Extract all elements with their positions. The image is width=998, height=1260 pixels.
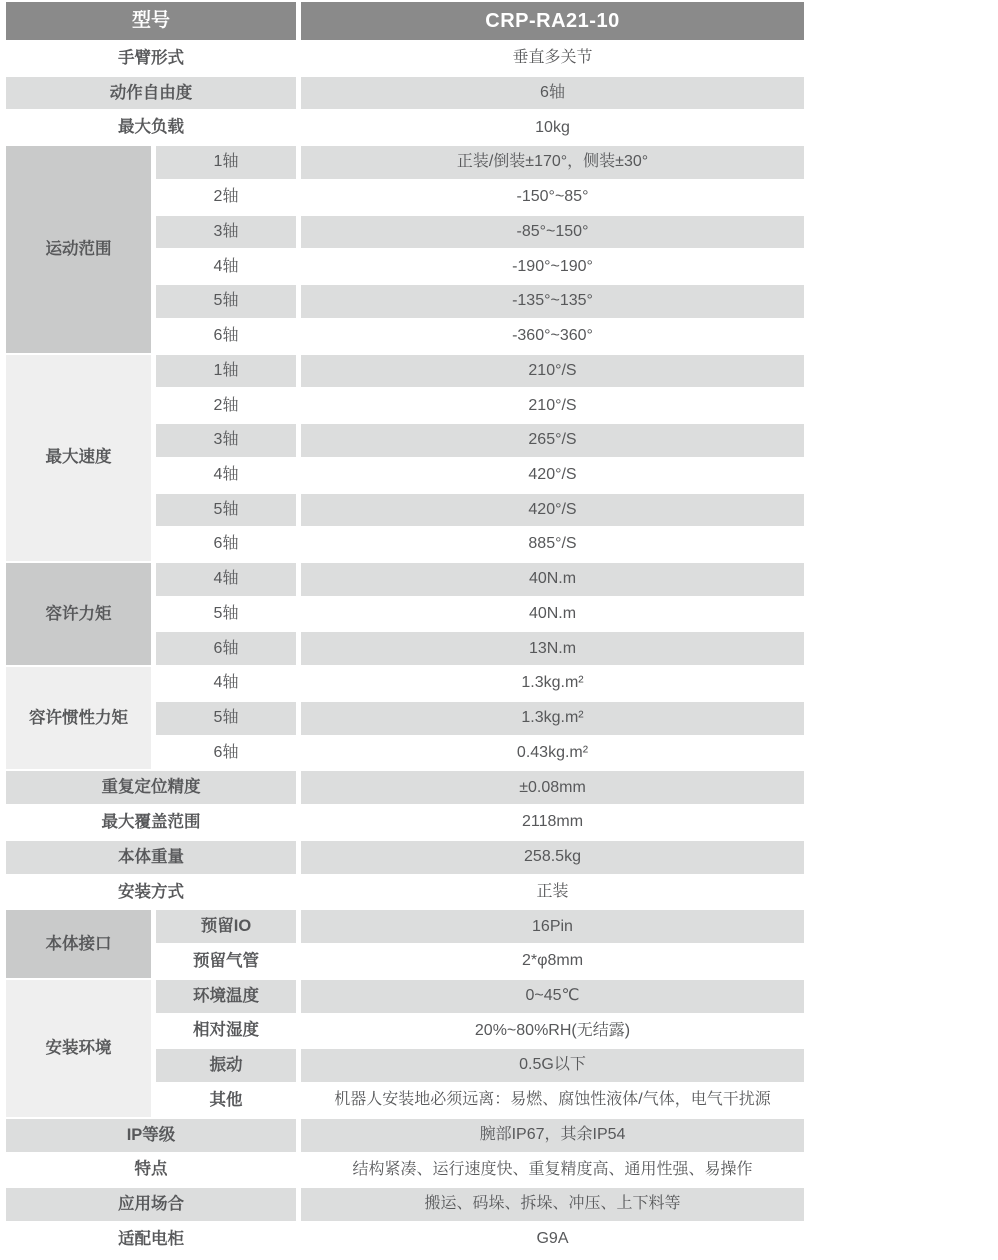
row-value: 垂直多关节 bbox=[301, 42, 804, 77]
sub-row-value: 40N.m bbox=[301, 563, 804, 598]
sub-row-label: 1轴 bbox=[156, 146, 296, 181]
sub-row-label: 3轴 bbox=[156, 216, 296, 251]
sub-row-value: 0.43kg.m² bbox=[301, 737, 804, 772]
group-label: 容许惯性力矩 bbox=[6, 667, 151, 771]
sub-row-label: 3轴 bbox=[156, 424, 296, 459]
row-value: 结构紧凑、运行速度快、重复精度高、通用性强、易操作 bbox=[301, 1154, 804, 1189]
model-header-value: CRP-RA21-10 bbox=[301, 2, 804, 42]
sub-row-label: 4轴 bbox=[156, 250, 296, 285]
sub-row-label: 5轴 bbox=[156, 598, 296, 633]
group-label: 运动范围 bbox=[6, 146, 151, 354]
sub-row-label: 5轴 bbox=[156, 494, 296, 529]
sub-row-value: 420°/S bbox=[301, 494, 804, 529]
sub-row-label: 相对湿度 bbox=[156, 1015, 296, 1050]
row-value: G9A bbox=[301, 1223, 804, 1258]
sub-row-label: 4轴 bbox=[156, 459, 296, 494]
group-label: 容许力矩 bbox=[6, 563, 151, 667]
sub-row-value: 40N.m bbox=[301, 598, 804, 633]
sub-row-value: 1.3kg.m² bbox=[301, 667, 804, 702]
sub-row-label: 4轴 bbox=[156, 667, 296, 702]
sub-row-label: 1轴 bbox=[156, 355, 296, 390]
sub-row-label: 4轴 bbox=[156, 563, 296, 598]
sub-row-value: 20%~80%RH(无结露) bbox=[301, 1015, 804, 1050]
row-value: 搬运、码垛、拆垛、冲压、上下料等 bbox=[301, 1188, 804, 1223]
sub-row-label: 6轴 bbox=[156, 632, 296, 667]
sub-row-label: 环境温度 bbox=[156, 980, 296, 1015]
spec-table bbox=[6, 2, 804, 1258]
row-label: 应用场合 bbox=[6, 1188, 296, 1223]
sub-row-label: 6轴 bbox=[156, 528, 296, 563]
sub-row-label: 6轴 bbox=[156, 737, 296, 772]
sub-row-value: 机器人安装地必须远离：易燃、腐蚀性液体/气体，电气干扰源 bbox=[301, 1084, 804, 1119]
sub-row-label: 2轴 bbox=[156, 389, 296, 424]
group-label: 本体接口 bbox=[6, 910, 151, 979]
row-label: 动作自由度 bbox=[6, 77, 296, 112]
sub-row-value: -135°~135° bbox=[301, 285, 804, 320]
sub-row-label: 振动 bbox=[156, 1049, 296, 1084]
sub-row-value: 0~45℃ bbox=[301, 980, 804, 1015]
row-label: 最大覆盖范围 bbox=[6, 806, 296, 841]
sub-row-value: 420°/S bbox=[301, 459, 804, 494]
row-value: 258.5kg bbox=[301, 841, 804, 876]
group-label: 安装环境 bbox=[6, 980, 151, 1119]
sub-row-value: 0.5G以下 bbox=[301, 1049, 804, 1084]
sub-row-label: 预留IO bbox=[156, 910, 296, 945]
sub-row-value: 2*φ8mm bbox=[301, 945, 804, 980]
row-value: 腕部IP67，其余IP54 bbox=[301, 1119, 804, 1154]
sub-row-value: 16Pin bbox=[301, 910, 804, 945]
sub-row-value: 正装/倒装±170°，侧装±30° bbox=[301, 146, 804, 181]
model-header-label: 型号 bbox=[6, 2, 296, 42]
sub-row-label: 其他 bbox=[156, 1084, 296, 1119]
sub-row-value: -190°~190° bbox=[301, 250, 804, 285]
sub-row-value: 210°/S bbox=[301, 389, 804, 424]
sub-row-label: 5轴 bbox=[156, 702, 296, 737]
row-value: 正装 bbox=[301, 876, 804, 911]
row-value: 10kg bbox=[301, 111, 804, 146]
row-value: 2118mm bbox=[301, 806, 804, 841]
row-label: 本体重量 bbox=[6, 841, 296, 876]
sub-row-label: 6轴 bbox=[156, 320, 296, 355]
row-value: 6轴 bbox=[301, 77, 804, 112]
row-label: 安装方式 bbox=[6, 876, 296, 911]
sub-row-label: 预留气管 bbox=[156, 945, 296, 980]
sub-row-value: 13N.m bbox=[301, 632, 804, 667]
row-label: IP等级 bbox=[6, 1119, 296, 1154]
sub-row-value: 885°/S bbox=[301, 528, 804, 563]
sub-row-value: -150°~85° bbox=[301, 181, 804, 216]
row-label: 特点 bbox=[6, 1154, 296, 1189]
sub-row-value: -360°~360° bbox=[301, 320, 804, 355]
sub-row-value: -85°~150° bbox=[301, 216, 804, 251]
row-label: 手臂形式 bbox=[6, 42, 296, 77]
sub-row-value: 210°/S bbox=[301, 355, 804, 390]
sub-row-value: 265°/S bbox=[301, 424, 804, 459]
sub-row-label: 5轴 bbox=[156, 285, 296, 320]
row-label: 重复定位精度 bbox=[6, 771, 296, 806]
row-label: 最大负载 bbox=[6, 111, 296, 146]
sub-row-label: 2轴 bbox=[156, 181, 296, 216]
sub-row-value: 1.3kg.m² bbox=[301, 702, 804, 737]
row-value: ±0.08mm bbox=[301, 771, 804, 806]
group-label: 最大速度 bbox=[6, 355, 151, 563]
row-label: 适配电柜 bbox=[6, 1223, 296, 1258]
